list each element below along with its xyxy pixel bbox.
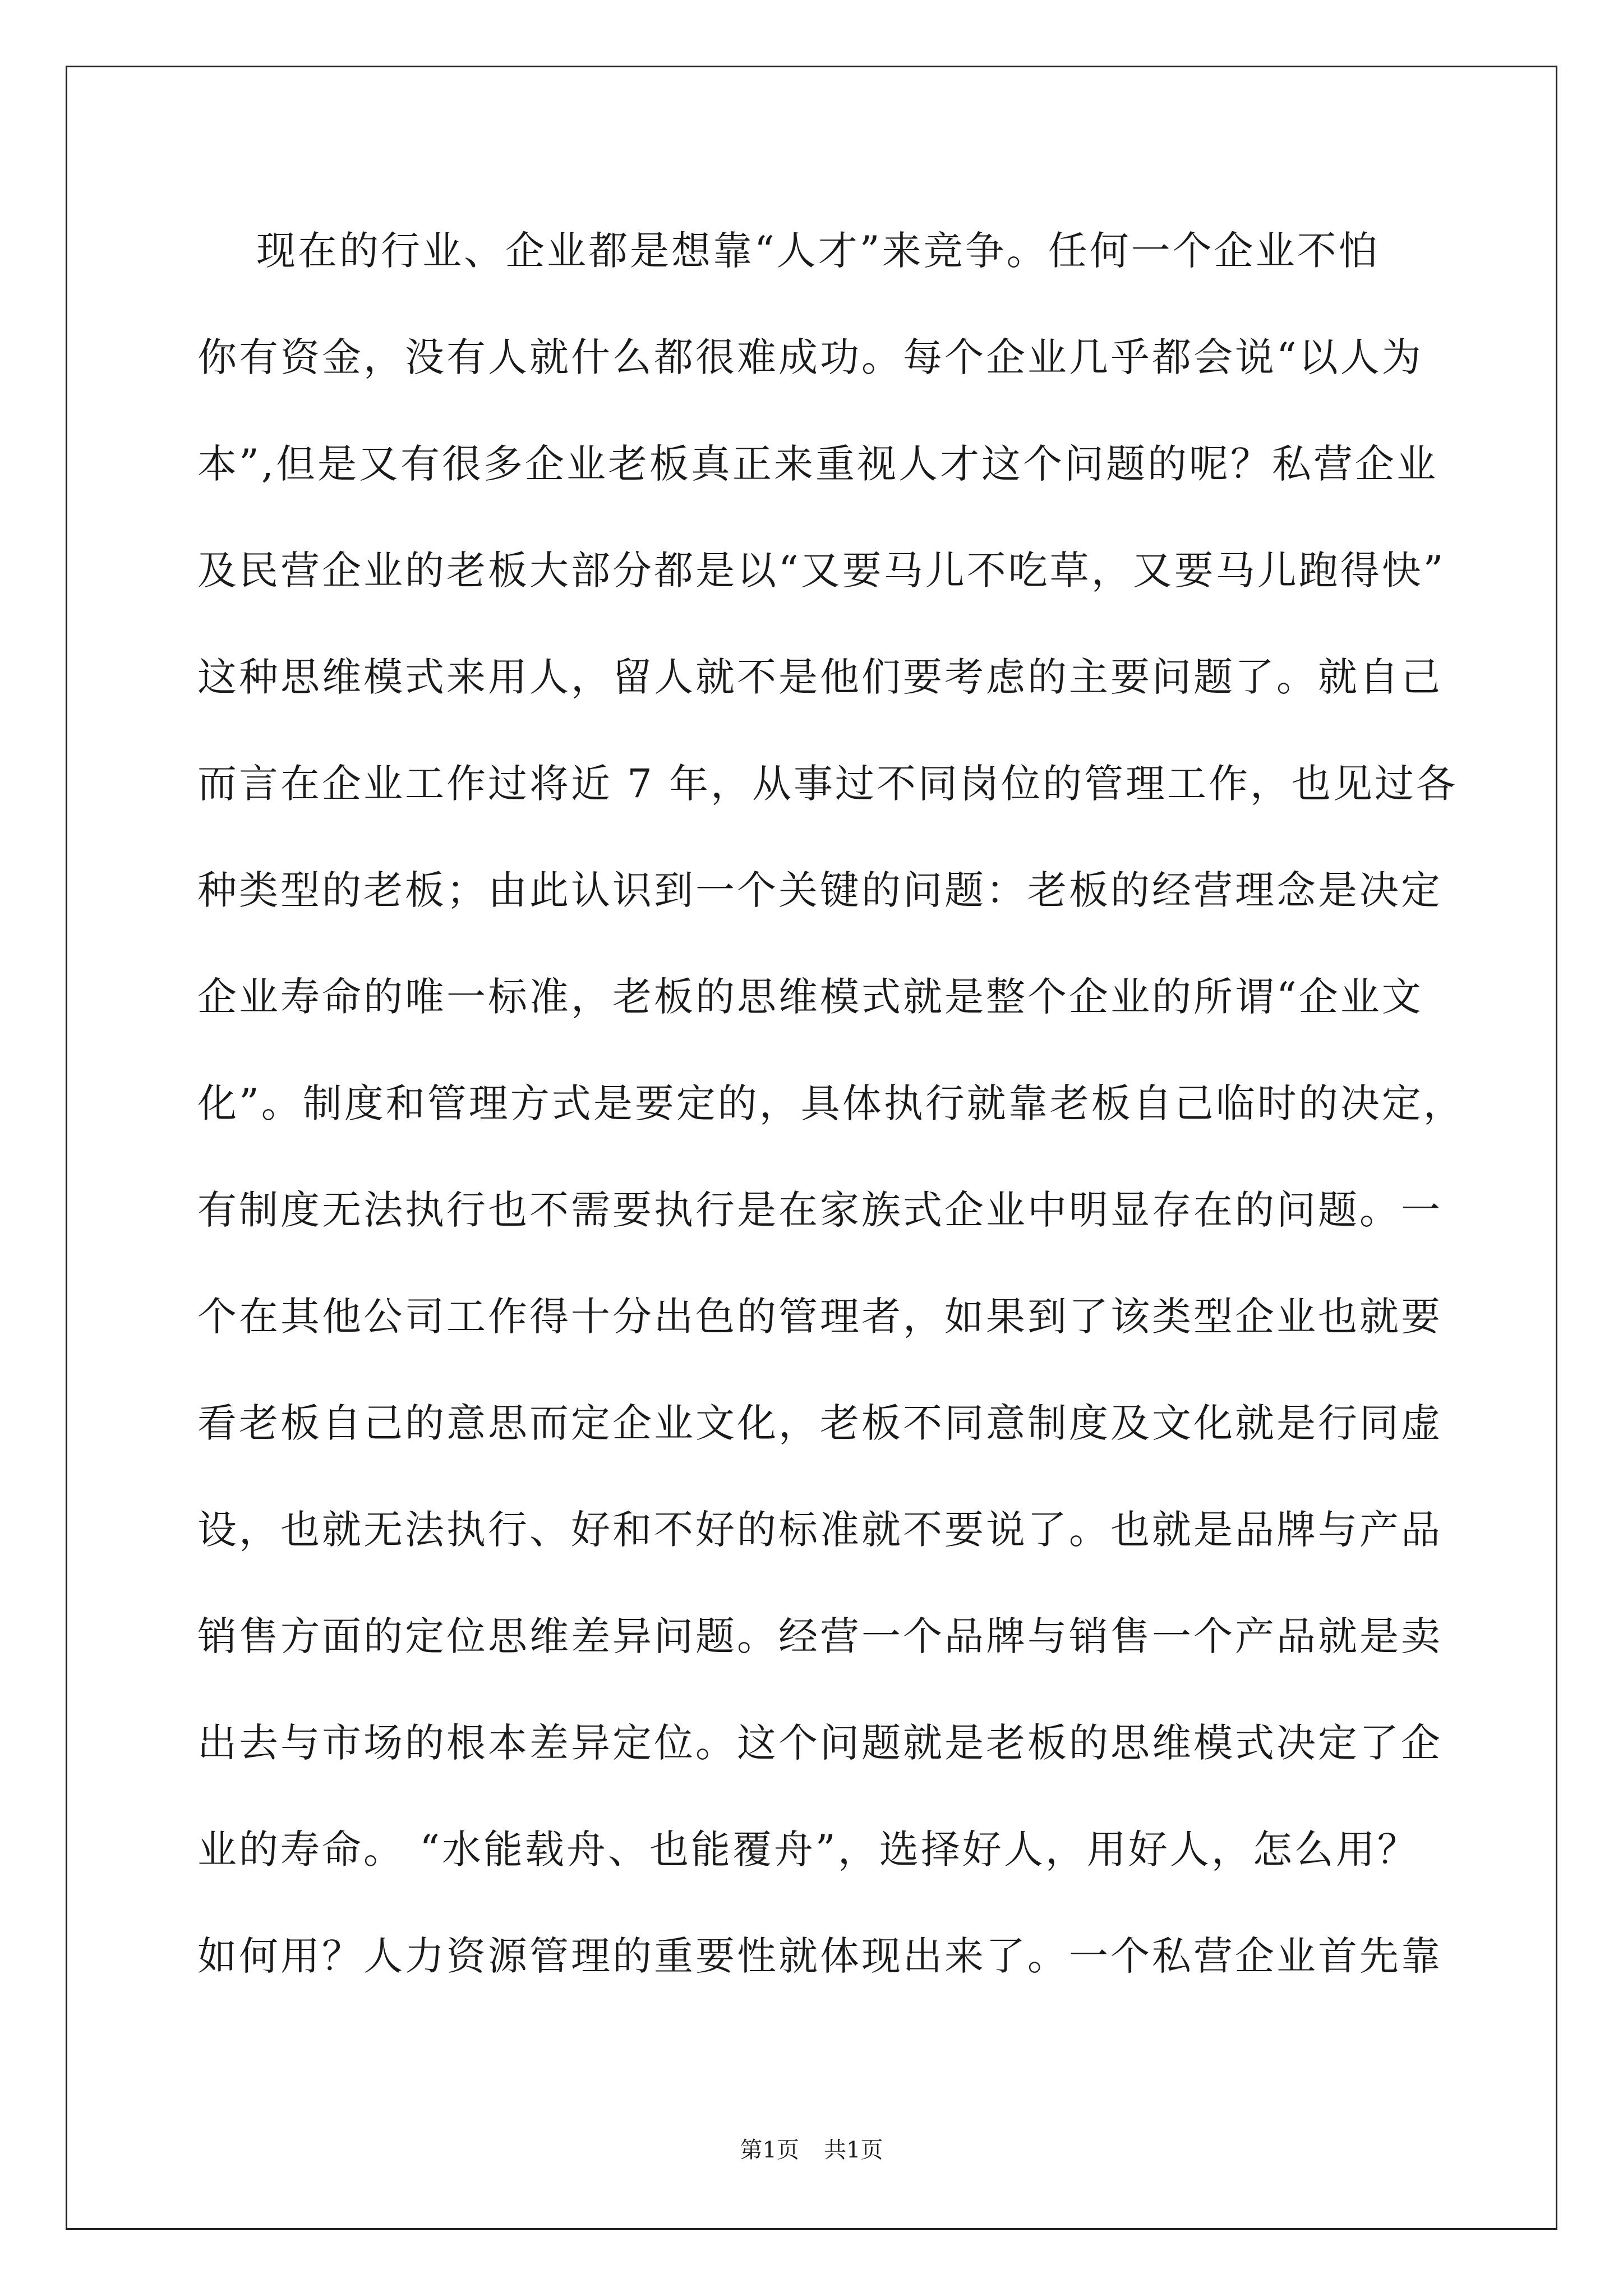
text-line: 业的寿命。 “水能载舟、也能覆舟”，选择好人，用好人，怎么用？ xyxy=(197,1826,1419,1872)
text-line: 种类型的老板；由此认识到一个关键的问题：老板的经营理念是决定 xyxy=(197,867,1442,913)
text-line: 而言在企业工作过将近 7 年，从事过不同岗位的管理工作，也见过各 xyxy=(197,761,1458,807)
text-line: 现在的行业、企业都是想靠“人才”来竞争。任何一个企业不怕 xyxy=(197,228,1380,274)
total-pages: 共1页 xyxy=(824,2137,883,2163)
text-line: 个在其他公司工作得十分出色的管理者，如果到了该类型企业也就要 xyxy=(197,1294,1442,1340)
text-line: 如何用？人力资源管理的重要性就体现出来了。一个私营企业首先靠 xyxy=(197,1933,1442,1979)
text-line: 你有资金，没有人就什么都很难成功。每个企业几乎都会说“以人为 xyxy=(197,334,1423,380)
page-number: 第1页 xyxy=(740,2137,799,2163)
text-line: 这种思维模式来用人，留人就不是他们要考虑的主要问题了。就自己 xyxy=(197,654,1442,700)
text-line: 企业寿命的唯一标准，老板的思维模式就是整个企业的所谓“企业文 xyxy=(197,974,1423,1020)
page-footer xyxy=(0,2133,1623,2167)
text-line: 本”,但是又有很多企业老板真正来重视人才这个问题的呢？私营企业 xyxy=(197,441,1438,487)
text-line: 设，也就无法执行、好和不好的标准就不要说了。也就是品牌与产品 xyxy=(197,1507,1442,1553)
text-line: 有制度无法执行也不需要执行是在家族式企业中明显存在的问题。一 xyxy=(197,1187,1442,1233)
text-line: 看老板自己的意思而定企业文化，老板不同意制度及文化就是行同虚 xyxy=(197,1400,1442,1446)
text-line: 及民营企业的老板大部分都是以“又要马儿不吃草，又要马儿跑得快” xyxy=(197,547,1446,593)
body-paragraph xyxy=(197,216,1465,2028)
text-line: 化”。制度和管理方式是要定的，具体执行就靠老板自己临时的决定， xyxy=(197,1080,1465,1126)
text-line: 销售方面的定位思维差异问题。经营一个品牌与销售一个产品就是卖 xyxy=(197,1613,1442,1659)
text-line: 出去与市场的根本差异定位。这个问题就是老板的思维模式决定了企 xyxy=(197,1720,1442,1766)
